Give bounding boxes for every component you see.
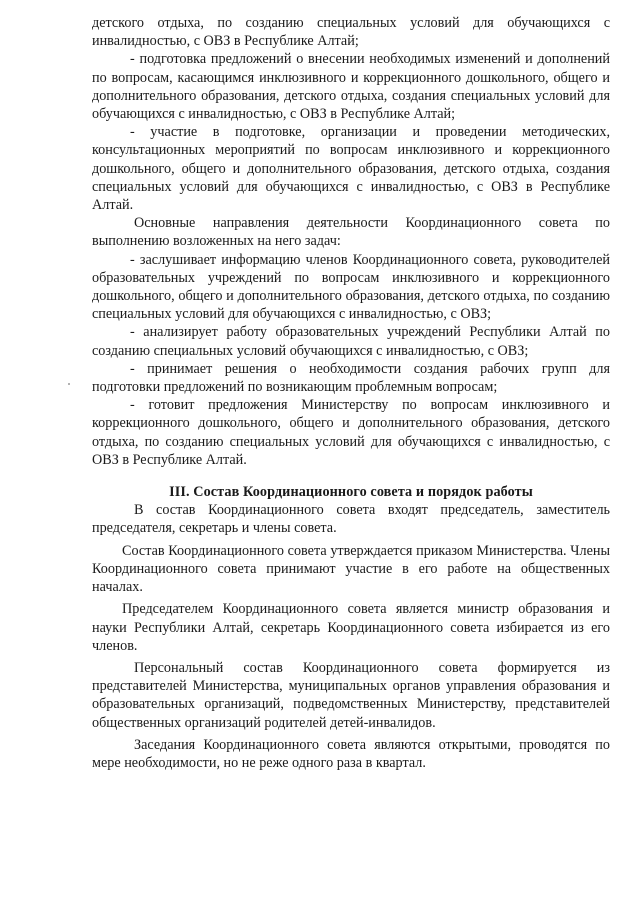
paragraph-proposals: - подготовка предложений о внесении необходимых изменений и дополнений по вопросам, касающимся инклюзивного и коррекционного дошкольного, общего и дополнительного образования, детского отдыха, создания специальных условий для обучающихся с инвалидностью, с ОВЗ в Республике Алтай; [92, 51, 610, 123]
paragraph-prepares-proposals: - готовит предложения Министерству по вопросам инклюзивного и коррекционного дошкольного, общего и дополнительного образования, детского отдыха, по созданию специальных условий для обучающихся с инвалидностью, с ОВЗ в Республике Алтай. [92, 397, 610, 468]
paragraph-analyzes-work: - анализирует работу образовательных учреждений Республики Алтай по созданию специальных условий обучающихся с инвалидностью, с ОВЗ; [92, 324, 610, 359]
paragraph-continuation: детского отдыха, по созданию специальных условий для обучающихся с инвалидностью, с ОВЗ в Республике Алтай; [92, 15, 610, 50]
paragraph-main-directions: Основные направления деятельности Координационного совета по выполнению возложенных на него задач: [92, 215, 610, 250]
section-heading: III. Состав Координационного совета и порядок работы [169, 484, 533, 501]
paragraph-makes-decisions: - принимает решения о необходимости создания рабочих групп для подготовки предложений по возникающим проблемным вопросам; [92, 360, 610, 396]
scan-speck [68, 383, 70, 385]
paragraph-personal-composition: Персональный состав Координационного совета формируется из представителей Министерства, муниципальных органов управления образования и образовательных организаций, подведомственных Министерству, представителей общественных организаций родителей детей-инвалидов. [92, 659, 610, 731]
paragraph-participation: - участие в подготовке, организации и проведении методических, консультационных мероприятий по вопросам инклюзивного и коррекционного дошкольного, общего и дополнительного образования, детского отдыха, создания специальных условий для обучающихся с инвалидностью, с ОВЗ в Республике Алтай. [92, 124, 610, 214]
paragraph-hears-information: - заслушивает информацию членов Координационного совета, руководителей образовательных учреждений по вопросам инклюзивного и коррекционного дошкольного, общего и дополнительного образования, детского отдыха, по созданию специальных условий для обучающихся с инвалидностью, с ОВЗ; [92, 251, 610, 323]
paragraph-council-approval: Состав Координационного совета утверждается приказом Министерства. Члены Координационного совета принимают участие в его работе на общественных началах. [92, 542, 610, 596]
paragraph-meetings: Заседания Координационного совета являются открытыми, проводятся по мере необходимости, но не реже одного раза в квартал. [92, 736, 610, 771]
paragraph-council-composition: В состав Координационного совета входят председатель, заместитель председателя, секретарь и члены совета. [92, 502, 610, 537]
paragraph-chairman: Председателем Координационного совета является министр образования и науки Республики Алтай, секретарь Координационного совета избирается из его членов. [92, 601, 610, 654]
